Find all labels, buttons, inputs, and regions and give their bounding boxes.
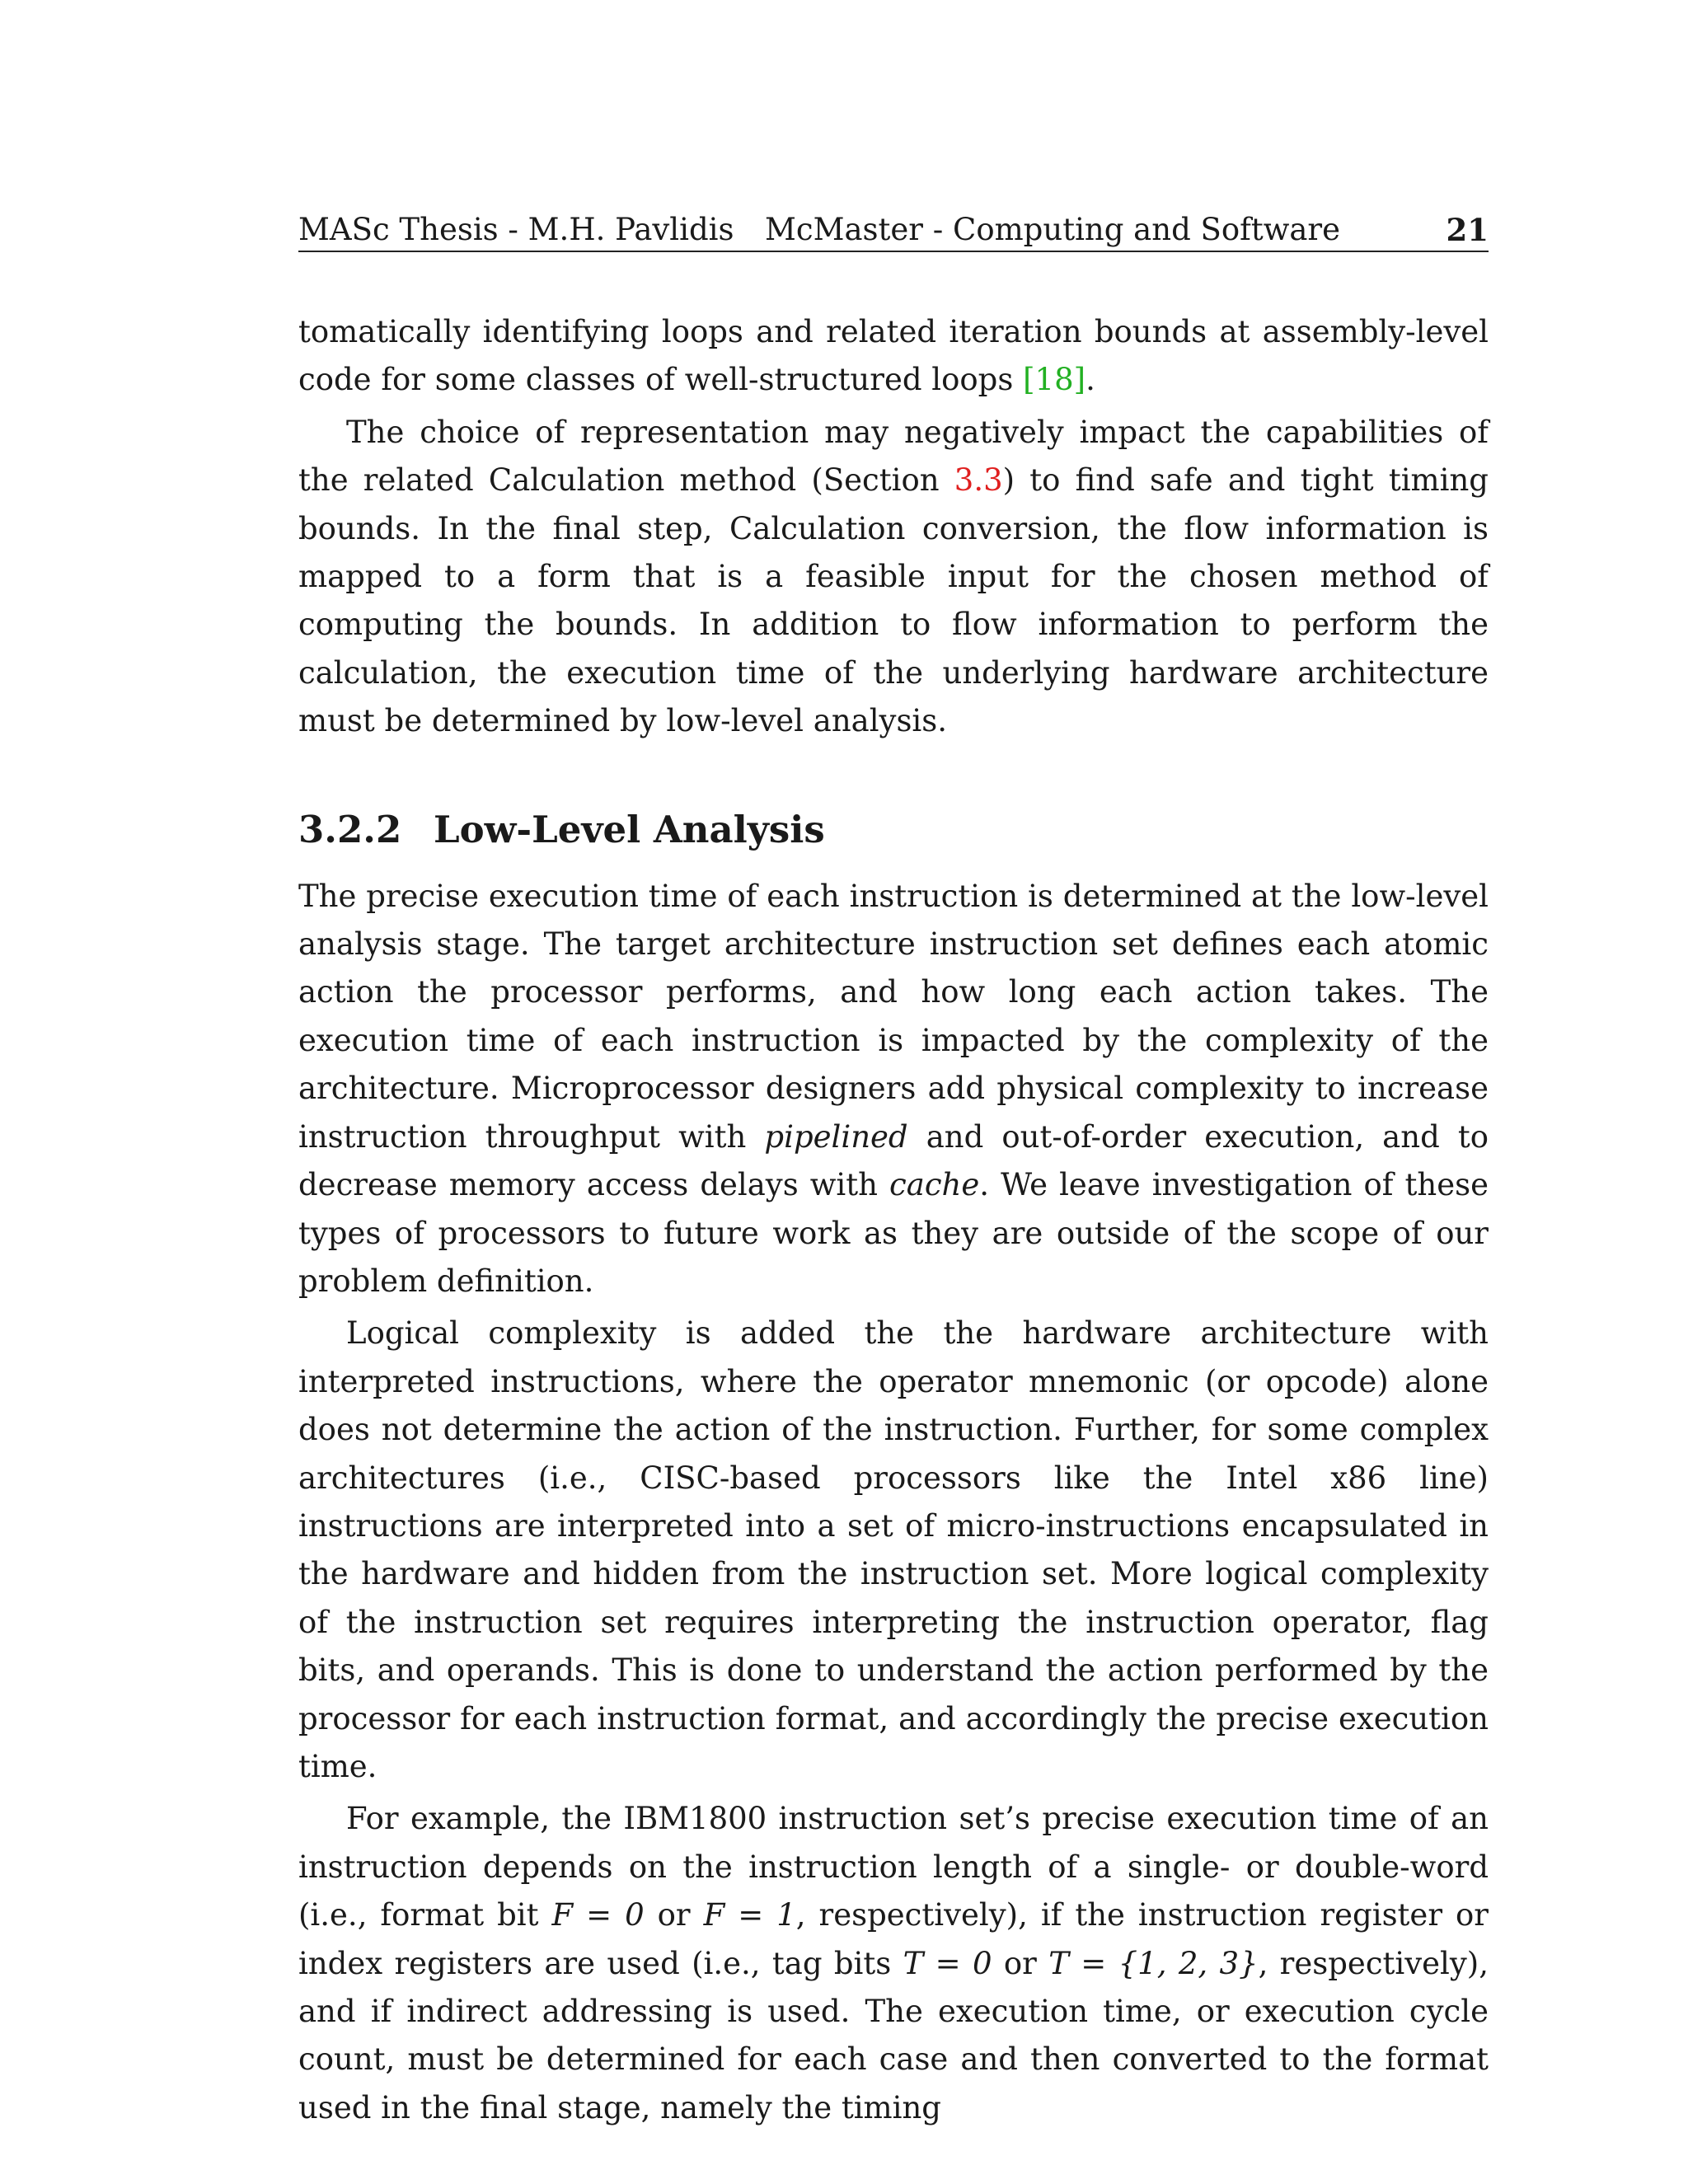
section-heading [298, 805, 1489, 855]
paragraph-text: . We leave investigation of these types of processors to future work as they are outside of the scope of our problem definition. [298, 1167, 1489, 1299]
paragraph-text: For example, the IBM1800 instruction set’s precise execution time of an instruction depends on the instruction length of a single- or double-word (i.e., format bit [298, 1801, 1489, 1933]
paragraph-continued [298, 308, 1489, 405]
paragraph-representation [298, 409, 1489, 746]
paragraph-example [298, 1795, 1489, 2132]
math-format-bit-0: F = 0 [551, 1897, 645, 1933]
paragraph-text: or [992, 1945, 1049, 1981]
paragraph-text: or [644, 1897, 704, 1933]
emphasis-pipelined: pipelined [764, 1118, 908, 1155]
running-header [298, 209, 1489, 252]
section-title: Low-Level Analysis [434, 807, 825, 851]
header-author: MASc Thesis - M.H. Pavlidis [298, 212, 734, 247]
paragraph-text: , respectively), if the instruction register or index registers are used (i.e., tag bits [298, 1897, 1489, 1981]
paragraph-text: . [1085, 362, 1095, 398]
paragraph-text: and out-of-order execution, and to decrease memory access delays with [298, 1118, 1489, 1203]
paragraph-text: The choice of representation may negatively impact the capabilities of the related Calculation method (Section [298, 414, 1489, 499]
math-tag-bits-set: T = {1, 2, 3} [1048, 1945, 1259, 1981]
page-number: 21 [1446, 212, 1489, 248]
paragraph-text: ) to find safe and tight timing bounds. In the final step, Calculation conversion, the flow information is mapped to a form that is a feasible input for the chosen method of computing the bounds. In addition to flow information to perform the calculation, the execution time of the underlying hardware architecture must be determined by low-level analysis. [298, 462, 1489, 739]
paragraph-text: , respectively), and if indirect addressing is used. The execution time, or execution cycle count, must be determined for each case and then converted to the format used in the final stage, namely the timing [298, 1945, 1489, 2125]
body-text [298, 308, 1489, 2132]
math-format-bit-1: F = 1 [703, 1897, 796, 1933]
citation-link[interactable]: [18] [1023, 362, 1086, 398]
paragraph-text: tomatically identifying loops and related iteration bounds at assembly-level code for some classes of well-structured loops [298, 314, 1489, 398]
math-tag-bit-0: T = 0 [903, 1945, 992, 1981]
section-number: 3.2.2 [298, 807, 402, 851]
header-department: McMaster - Computing and Software [765, 212, 1341, 247]
emphasis-cache: cache [889, 1167, 980, 1203]
section-reference-link[interactable]: 3.3 [954, 462, 1003, 499]
paragraph-low-level [298, 873, 1489, 1306]
paragraph-logical-complexity: Logical complexity is added the the hardware architecture with interpreted instructions, where the operator mnemonic (or opcode) alone does not determine the action of the instruction. Further, for some complex architectures (i.e., CISC-based processors like the Intel x86 line) instructions are interpreted into a set of micro-instructions encapsulated in the hardware and hidden from the instruction set. More logical complexity of the instruction set requires interpreting the instruction operator, flag bits, and operands. This is done to understand the action performed by the processor for each instruction format, and accordingly the precise execution time. [298, 1315, 1489, 1784]
paragraph-text: The precise execution time of each instruction is determined at the low-level analysis stage. The target architecture instruction set defines each atomic action the processor performs, and how long each action takes. The execution time of each instruction is impacted by the complexity of the architecture. Microprocessor designers add physical complexity to increase instruction throughput with [298, 878, 1489, 1155]
